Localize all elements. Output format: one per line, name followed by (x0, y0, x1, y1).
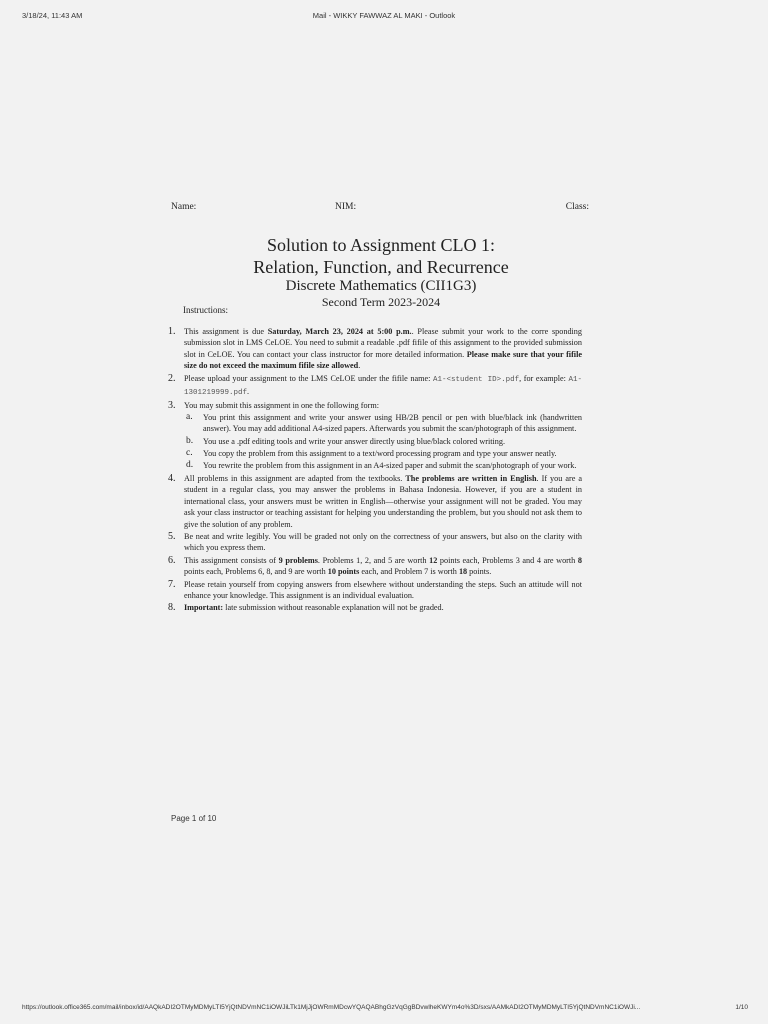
list-number: 2. (168, 372, 176, 384)
list-item: 1. This assignment is due Saturday, March 23, 2024 at 5:00 p.m.. Please submit your work to the corre sponding submission slot in LMS CeLOE. You need to submit a readable .pdf fifile of this assignment to the provided submission slot in CeLOE. You can contact your class instructor for more detailed information. Please make sure that your fifile size do not exceed the maximum fifile size allowed. (168, 326, 582, 371)
list-item: 8. Important: late submission without reasonable explanation will not be graded. (168, 602, 444, 614)
list-number: 8. (168, 602, 176, 614)
instructions-list (168, 326, 582, 615)
list-number: 1. (168, 326, 176, 337)
nim-field-label: NIM: (335, 202, 357, 212)
list-item: 4. All problems in this assignment are adapted from the textbooks. The problems are written in English. If you are a student in a regular class, you may answer the problems in Bahasa Indonesia. However, if you are a student in international class, your answers must be written in English—otherwise your assignment will not be graded. You may ask your class instructor or teaching assistant for helping you understanding the problem, but you should not ask them to give the solution of any problem. (168, 472, 582, 529)
doc-title: Solution to Assignment CLO 1: (266, 235, 496, 255)
list-number: 3. (168, 400, 176, 412)
sub-list-item: d. You rewrite the problem from this assignment in an A4-sized paper and submit the scan/photograph of your work. (186, 460, 577, 471)
page-url[interactable]: https://outlook.office365.com/mail/inbox/id/AAQkADI2OTMyMDMyLTI5YjQtNDVmNC1iOWJiLTk1MjJjOWRmMDcwYQAQABhgGzVqGgBDvwlheKWYm4o%3D/sxs/AAMkADI2OTMyMDMyLTI5YjQtNDVmNC1iOWJi... (22, 1004, 641, 1011)
sub-list-item: a. You print this assignment and write your answer using HB/2B pencil or pen with blue/black ink (handwritten answer). You may add additional A4-sized papers. Afterwards you submit the scan/photograph of this assignment. (186, 411, 582, 434)
print-title: Mail - WIKKY FAWWAZ AL MAKI - Outlook (312, 11, 456, 20)
list-item: 7. Please retain yourself from copying answers from elsewhere without understanding the steps. Such an attitude will not enhance your knowledge. This assignment is an individual evaluation. (168, 578, 582, 600)
print-date: 3/18/24, 11:43 AM (22, 11, 83, 20)
print-page-count: 1/10 (735, 1004, 748, 1011)
list-number: 4. (168, 472, 176, 484)
list-number: 5. (168, 530, 176, 542)
page-indicator: Page 1 of 10 (171, 814, 217, 823)
class-field-label: Class: (565, 202, 589, 212)
list-item: 5. Be neat and write legibly. You will be graded not only on the correctness of your answers, but also on the clarity with which you express them. (168, 530, 582, 553)
doc-subtitle: Relation, Function, and Recurrence (253, 257, 509, 277)
term-label: Second Term 2023-2024 (321, 295, 441, 309)
title-block (171, 234, 591, 309)
sub-list-item: c. You copy the problem from this assignment to a text/word processing program and type your answer neatly. (186, 448, 557, 459)
sub-list-item: b. You use a .pdf editing tools and write your answer directly using blue/black colored writing. (186, 435, 506, 446)
sub-list (184, 412, 582, 472)
instructions-label: Instructions: (183, 305, 228, 315)
list-number: 7. (168, 578, 176, 590)
list-item: 2. Please upload your assignment to the LMS CeLOE under the fifile name: A1-<student ID>.pdf, for example: A1-1301219999.pdf. (168, 372, 583, 398)
name-field-label: Name: (171, 202, 197, 212)
list-number: 6. (168, 554, 176, 566)
list-item: 3. You may submit this assignment in one the following form: a. You print this assignment and write your answer using HB/2B pencil or pen with blue/black ink (handwritten answer). You may add additional A4-sized papers. Afterwards you submit the scan/photograph of this assignment. b. You use a .pdf editing tools and write your answer directly using blue/black colored writing. c. You copy the problem from this assignment to a text/word processing program and type your answer neatly. d. You rewrite the problem from this assignment in an A4-sized paper and submit the scan/photograph of your work. (168, 400, 582, 471)
course-name: Discrete Mathematics (CII1G3) (285, 278, 477, 294)
list-item: 6. This assignment consists of 9 problems. Problems 1, 2, and 5 are worth 12 points each, Problems 3 and 4 are worth 8 points each, Problems 6, 8, and 9 are worth 10 points each, and Problem 7 is worth 18 points. (168, 554, 582, 577)
